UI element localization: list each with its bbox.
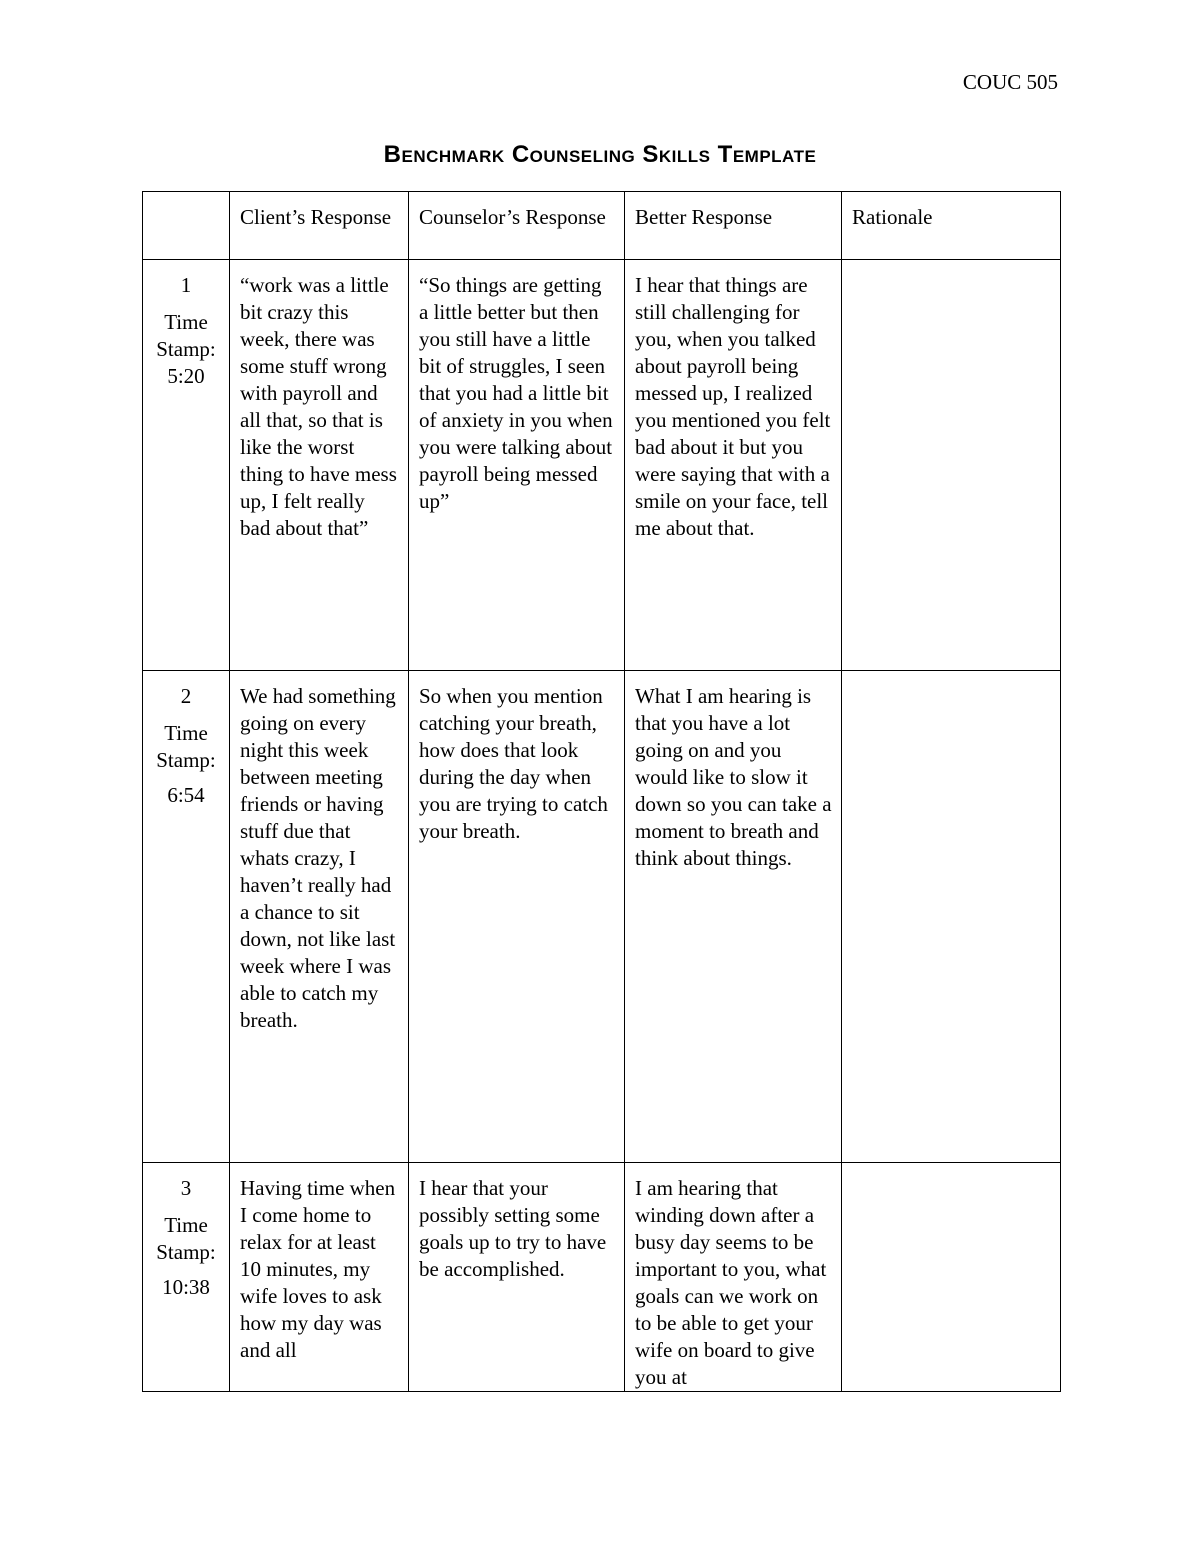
better-response-cell (625, 260, 842, 671)
rationale-cell (842, 671, 1061, 1163)
row-index-cell (143, 1163, 230, 1392)
header-cell-index (143, 192, 230, 260)
header-cell-better: Better Response (625, 192, 842, 260)
header-cell-rationale: Rationale (842, 192, 1061, 260)
better-response-cell (625, 671, 842, 1163)
header-cell-counselor: Counselor’s Response (409, 192, 625, 260)
client-response-text: “work was a little bit crazy this week, there was some stuff wrong with payroll and all that, so that is like the worst thing to have mess up, I felt really bad about that” (240, 273, 397, 540)
timestamp-value: 10:38 (162, 1275, 210, 1299)
better-response-text: I hear that things are still challenging for you, when you talked about payroll being messed up, I realized you mentioned you felt bad about it but you were saying that with a smile on your face, tell me about that. (635, 273, 831, 540)
table-row (143, 671, 1061, 1163)
table-row (143, 1163, 1061, 1392)
table-header-row (143, 192, 1061, 260)
benchmark-table (142, 191, 1061, 1392)
counselor-response-text: “So things are getting a little better but then you still have a little bit of struggles, I seen that you had a little bit of anxiety in you when you were talking about payroll being messed up” (419, 273, 613, 513)
row-number: 1 (180, 273, 192, 297)
better-response-text: I am hearing that winding down after a busy day seems to be important to you, what goals can we work on to be able to get your wife on board to give you at (635, 1176, 827, 1389)
timestamp-label: Time Stamp: (156, 721, 216, 772)
client-response-cell (230, 260, 409, 671)
rationale-cell (842, 1163, 1061, 1392)
client-response-cell (230, 1163, 409, 1392)
client-response-text: We had something going on every night this week between meeting friends or having stuff due that whats crazy, I haven’t really had a chance to sit down, not like last week where I was able to catch my breath. (240, 684, 396, 1032)
better-response-text: What I am hearing is that you have a lot going on and you would like to slow it down so you can take a moment to breath and think about things. (635, 684, 832, 870)
row-number: 3 (180, 1176, 192, 1200)
client-response-text: Having time when I come home to relax for at least 10 minutes, my wife loves to ask how my day was and all (240, 1176, 396, 1362)
course-code: COUC 505 (962, 70, 1058, 94)
counselor-response-text: So when you mention catching your breath, how does that look during the day when you are trying to catch your breath. (419, 684, 608, 843)
counselor-response-cell (409, 260, 625, 671)
counselor-response-cell (409, 1163, 625, 1392)
client-response-cell (230, 671, 409, 1163)
document-title: Benchmark Counseling Skills Template (383, 141, 817, 168)
row-number: 2 (180, 684, 192, 708)
header-cell-client: Client’s Response (230, 192, 409, 260)
timestamp-label: Time Stamp: (156, 310, 216, 361)
counselor-response-text: I hear that your possibly setting some goals up to try to have be accomplished. (419, 1176, 607, 1281)
timestamp-value: 6:54 (167, 783, 205, 807)
row-index-cell (143, 671, 230, 1163)
rationale-cell (842, 260, 1061, 671)
timestamp-value: 5:20 (167, 364, 205, 388)
table-row (143, 260, 1061, 671)
counselor-response-cell (409, 671, 625, 1163)
better-response-cell (625, 1163, 842, 1392)
timestamp-label: Time Stamp: (156, 1213, 216, 1264)
row-index-cell (143, 260, 230, 671)
